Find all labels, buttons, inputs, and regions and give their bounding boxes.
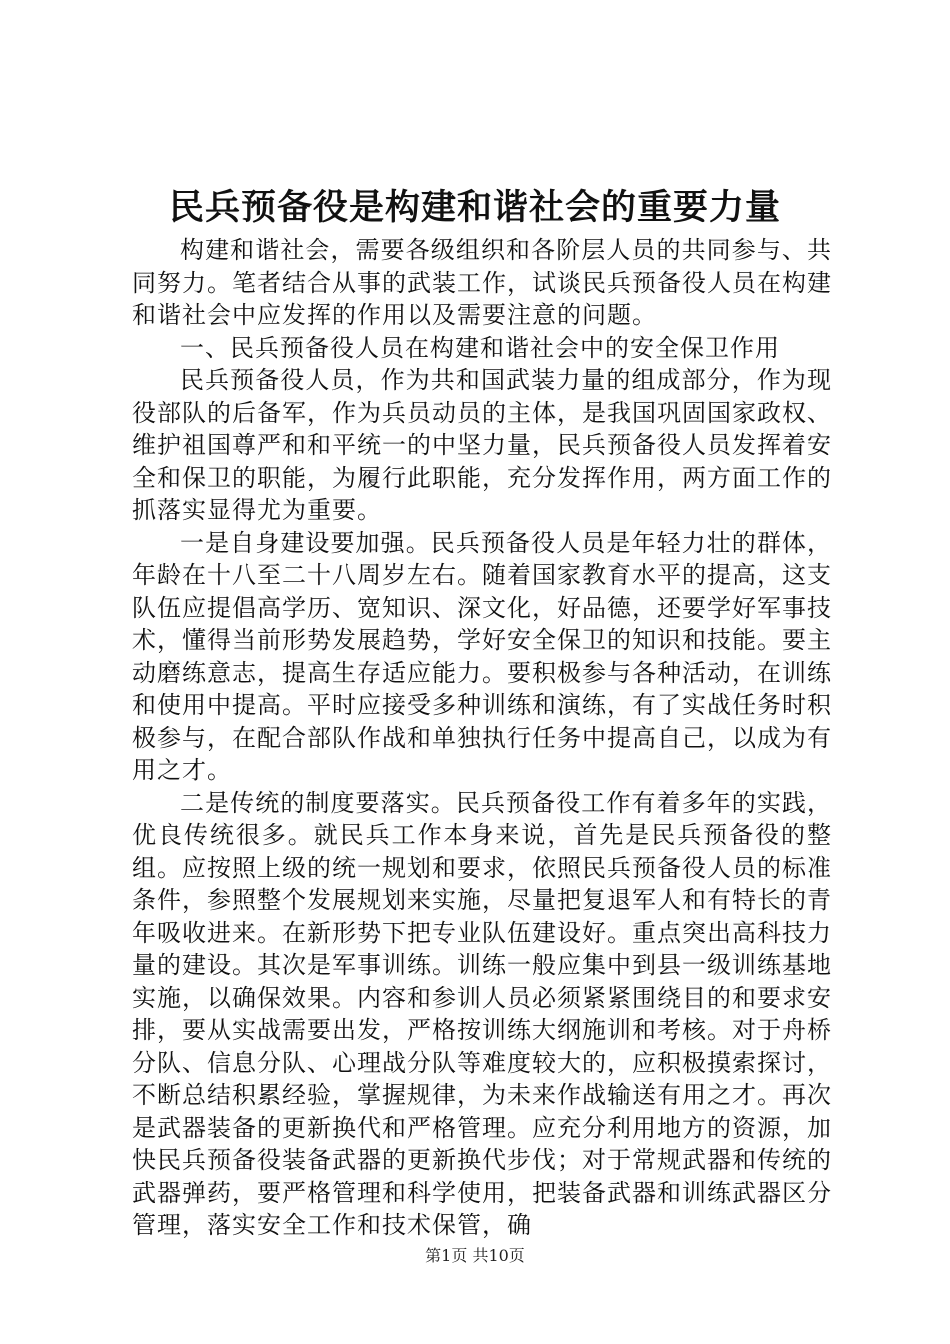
- paragraph-tradition: 二是传统的制度要落实。民兵预备役工作有着多年的实践，优良传统很多。就民兵工作本身来说，首先是民兵预备役的整组。应按照上级的统一规划和要求，依照民兵预备役人员的标准条件，参照整个发展规划来实施，尽量把复退军人和有特长的青年吸收进来。在新形势下把专业队伍建设好。重点突出高科技力量的建设。其次是军事训练。训练一般应集中到县一级训练基地实施，以确保效果。内容和参训人员必须紧紧围绕目的和要求安排，要从实战需要出发，严格按训练大纲施训和考核。对于舟桥分队、信息分队、心理战分队等难度较大的，应积极摸索探讨，不断总结积累经验，掌握规律，为未来作战输送有用之才。再次是武器装备的更新换代和严格管理。应充分利用地方的资源，加快民兵预备役装备武器的更新换代步伐；对于常规武器和传统的武器弹药，要严格管理和科学使用，把装备武器和训练武器区分管理，落实安全工作和技术保管，确: [132, 788, 832, 1239]
- document-body: [132, 234, 832, 1242]
- document-title: 民兵预备役是构建和谐社会的重要力量: [168, 187, 781, 228]
- paragraph-self-building: 一是自身建设要加强。民兵预备役人员是年轻力壮的群体，年龄在十八至二十八周岁左右。随着国家教育水平的提高，这支队伍应提倡高学历、宽知识、深文化，好品德，还要学好军事技术，懂得当前形势发展趋势，学好安全保卫的知识和技能。要主动磨练意志，提高生存适应能力。要积极参与各种活动，在训练和使用中提高。平时应接受多种训练和演练，有了实战任务时积极参与，在配合部队作战和单独执行任务中提高自己，以成为有用之才。: [132, 528, 832, 784]
- page-indicator: 第1页 共10页: [425, 1246, 525, 1265]
- section-heading-1: 一、民兵预备役人员在构建和谐社会中的安全保卫作用: [180, 333, 780, 362]
- paragraph-intro: 构建和谐社会，需要各级组织和各阶层人员的共同参与、共同努力。笔者结合从事的武装工作，试谈民兵预备役人员在构建和谐社会中应发挥的作用以及需要注意的问题。: [132, 236, 832, 329]
- paragraph-role: 民兵预备役人员，作为共和国武装力量的组成部分，作为现役部队的后备军，作为兵员动员的主体，是我国巩固国家政权、维护祖国尊严和和平统一的中坚力量，民兵预备役人员发挥着安全和保卫的职能，为履行此职能，充分发挥作用，两方面工作的抓落实显得尤为重要。: [132, 366, 832, 524]
